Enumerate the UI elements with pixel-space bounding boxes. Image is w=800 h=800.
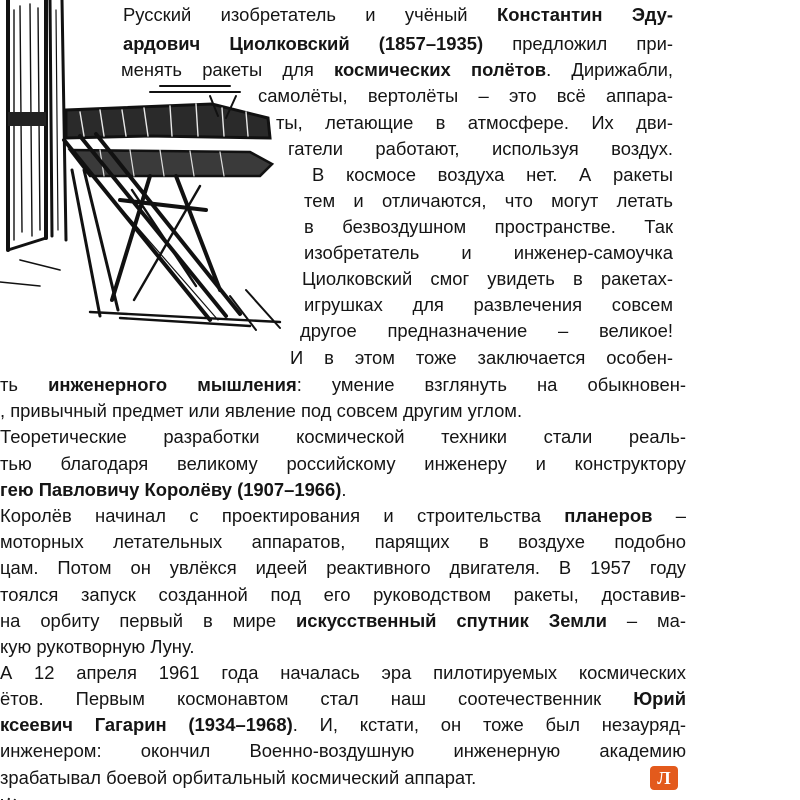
text-run: Циолковский смог увидеть в ракетах- [302,268,673,289]
text-line [123,0,673,30]
text-run: моторных летательных аппаратов, парящих в воздухе подобно [0,531,686,552]
text-run: – [652,505,686,526]
text-run: тью благодаря великому российскому инженеру и конструктору [0,453,686,474]
text-line [0,736,686,766]
watermark-badge-icon: Л [650,766,678,790]
text-run: другое предназначение – великое! [300,320,673,341]
text-run: тоялся запуск созданной под его руководством ракеты, доставив- [0,584,686,605]
text-run: . И, кстати, он тоже был незауряд- [292,714,686,735]
text-run: И в этом тоже заключается особен- [290,347,673,368]
text-run: в безвоздушном пространстве. Так [304,216,673,237]
text-run: Русский изобретатель и учёный [123,4,497,25]
text-run: изобретатель и инженер-самоучка [304,242,673,263]
text-run: менять ракеты для [121,59,335,80]
bold-term: планеров [564,505,653,526]
text-run: зрабатывал боевой орбитальный космический аппарат. [0,767,477,788]
text-run: Королёв начинал с проектирования и строительства [0,505,565,526]
text-line [0,763,590,793]
bold-term: ксеевич Гагарин (1934–1968) [0,714,293,735]
bold-term: гею Павловичу Королёву (1907–1966) [0,479,342,500]
text-run: В космосе воздуха нет. А ракеты [312,164,673,185]
bold-term: инженерного мышления [48,374,297,395]
bold-term: Константин Эду- [496,4,673,25]
text-run: игрушках для развлечения совсем [304,294,673,315]
text-run: инженером: окончил Военно-воздушную инженерную академию [0,740,686,761]
text-run: цам. Потом он увлёкся идеей реактивного двигателя. В 1957 году [0,557,686,578]
text-run: ётов. Первым космонавтом стал наш соотечественник [0,688,634,709]
bold-term: искусственный спутник Земли [296,610,607,631]
text-run: . [341,479,347,500]
text-run: кую рукотворную Луну. [0,636,195,657]
text-run: самолёты, вертолёты – это всё аппара- [258,85,673,106]
text-run: – ма- [606,610,686,631]
text-line [0,553,686,583]
text-run: , привычный предмет или явление под совсем другим углом. [0,400,523,421]
text-line [300,316,673,346]
text-run: Теоретические разработки космической техники стали реаль- [0,426,686,447]
text-line [0,422,686,452]
text-run: ть [0,374,49,395]
text-line [258,81,673,111]
text-run: ты, летающие в атмосфере. Их дви- [276,112,673,133]
bold-term: Юрий [633,688,686,709]
text-line [290,343,673,373]
bold-term: космических полётов [334,59,547,80]
text-run: . Дирижабли, [546,59,673,80]
text-run: тем и отличаются, что могут летать [304,190,673,211]
text-run: гатели работают, используя воздух. [288,138,673,159]
text-run: А 12 апреля 1961 года началась эра пилотируемых космических [0,662,686,683]
text-run: на орбиту первый в мире [0,610,296,631]
text-run: предложил при- [483,33,673,54]
bold-term: ардович Циолковский (1857–1935) [123,33,484,54]
next-paragraph-fragment [0,790,800,800]
text-run: : умение взглянуть на обыкновен- [296,374,686,395]
